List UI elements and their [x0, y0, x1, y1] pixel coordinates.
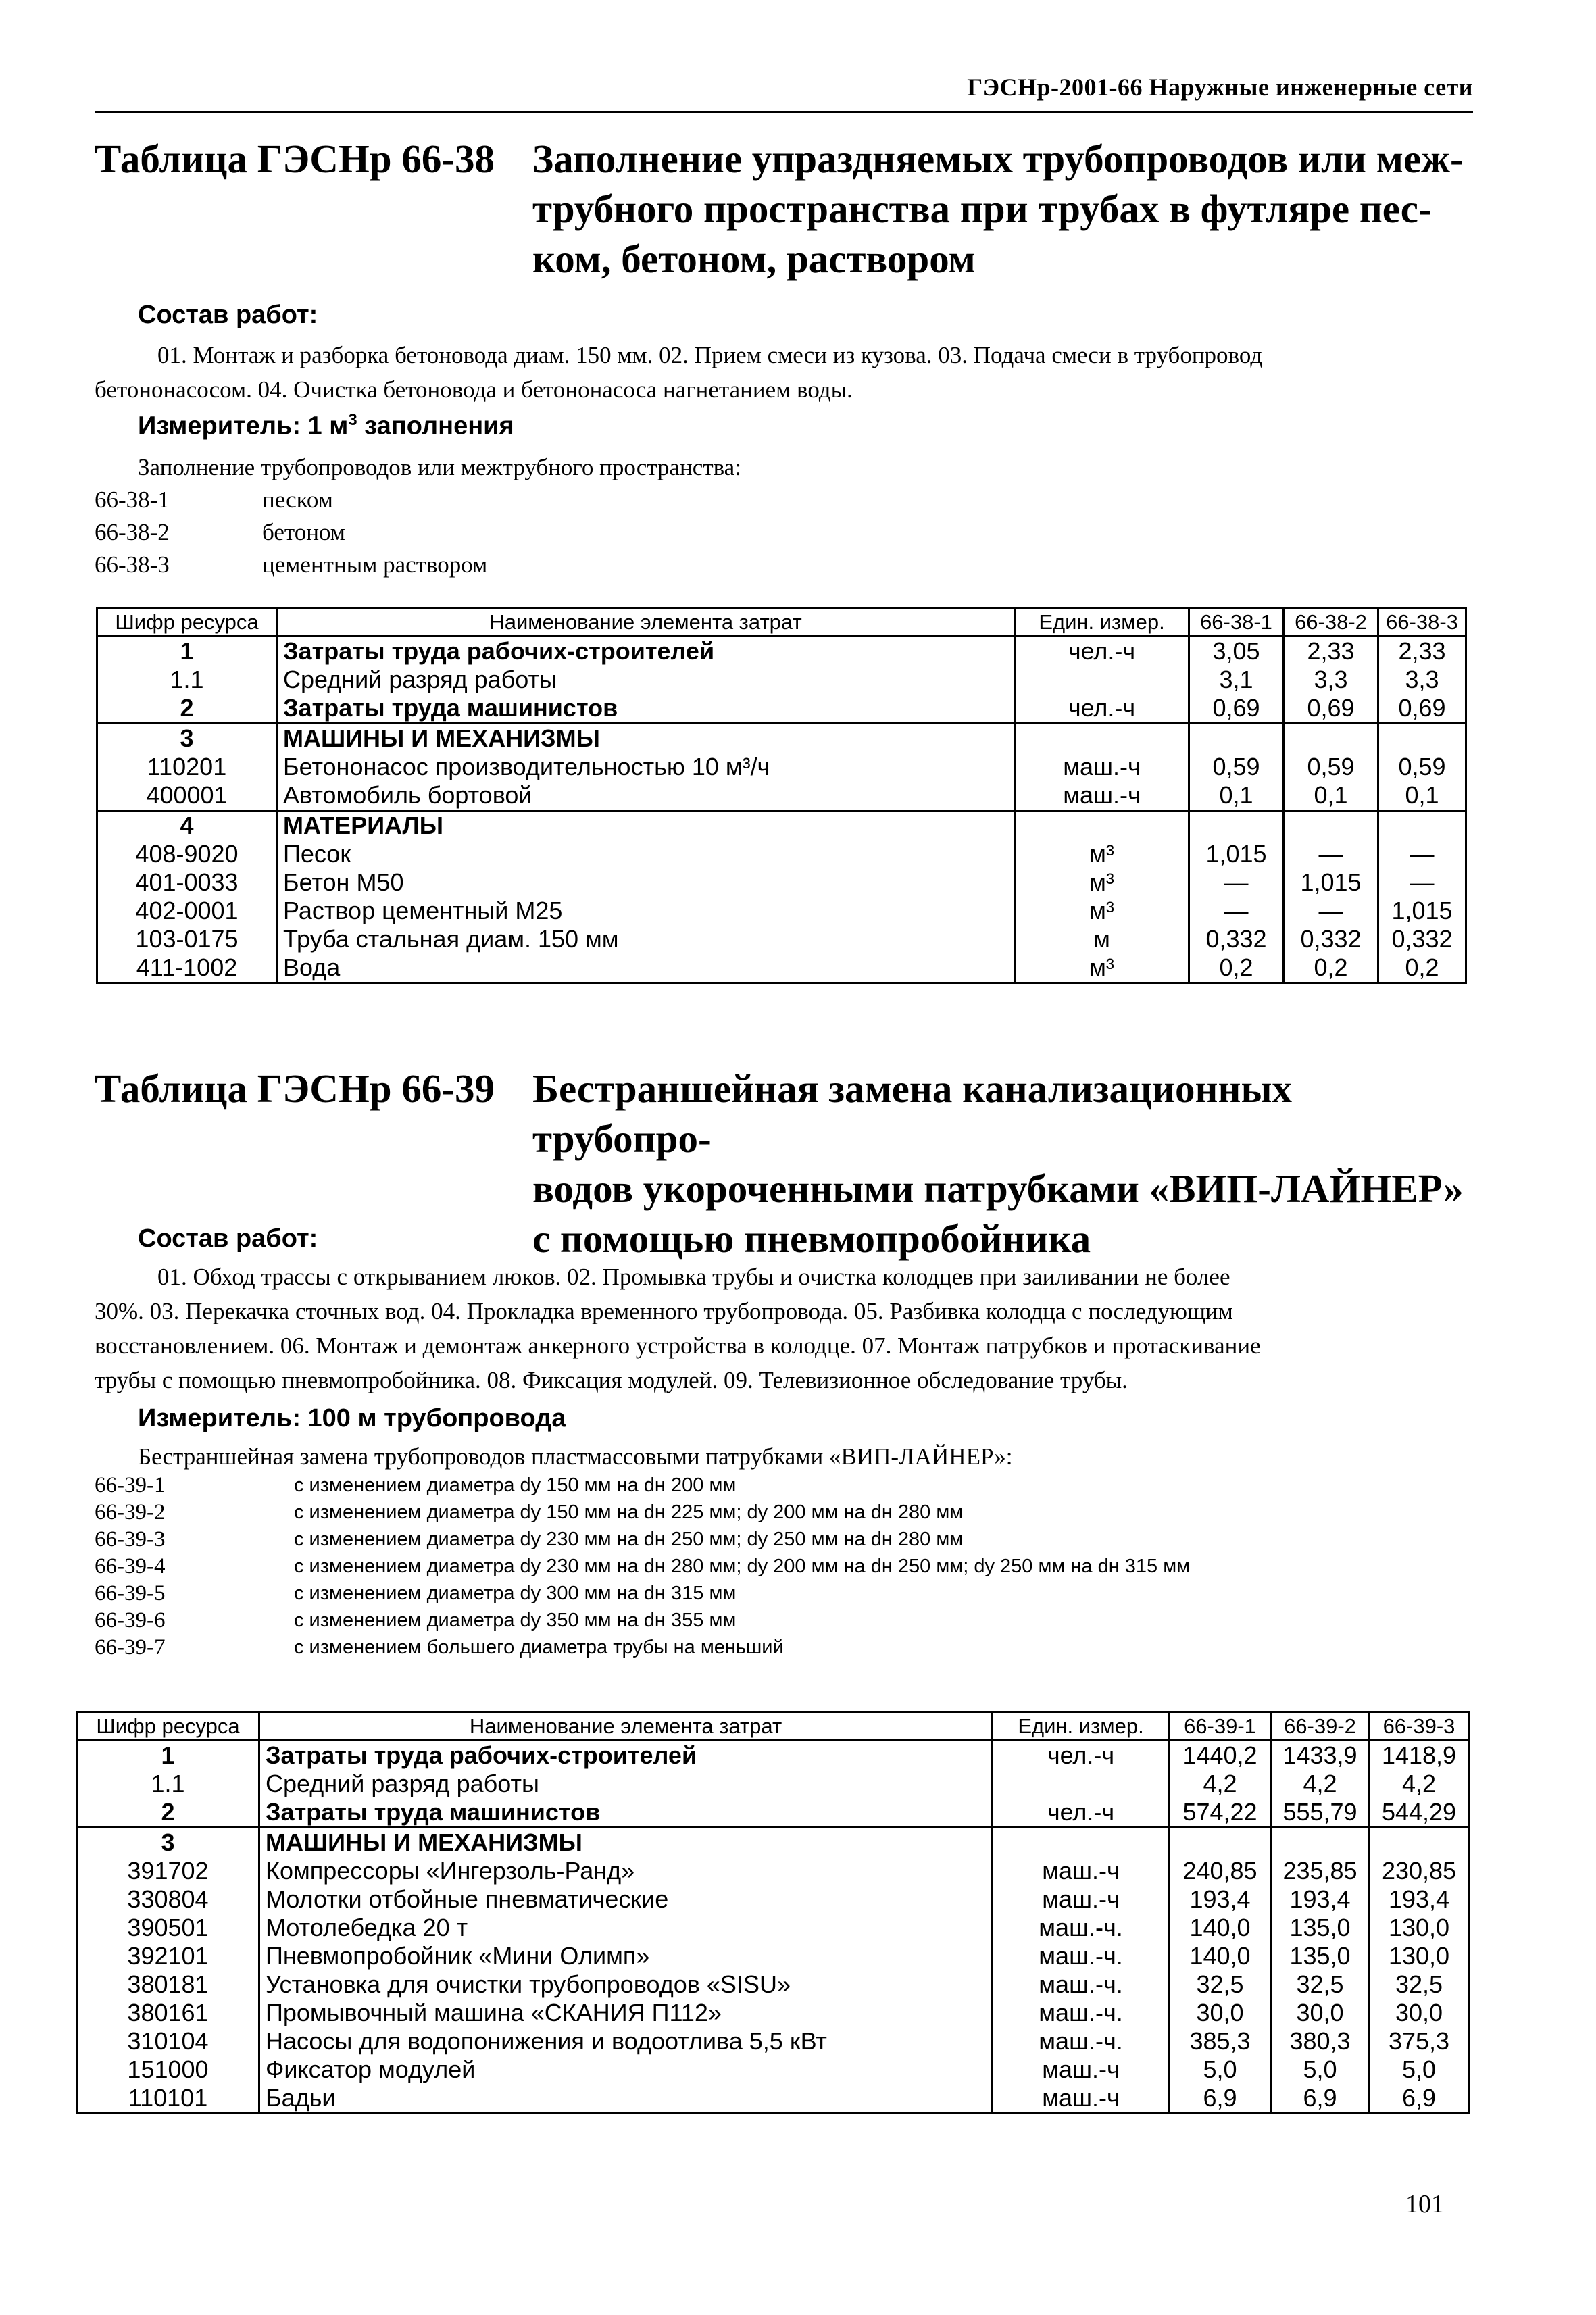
norm-value	[1189, 724, 1284, 753]
unit-of-measure: маш.-ч	[993, 2056, 1170, 2084]
norm-value: —	[1189, 868, 1284, 897]
table-row	[77, 1999, 1469, 2027]
table-66-38-heading	[95, 134, 1473, 296]
unit-of-measure: маш.-ч	[993, 1885, 1170, 1914]
composition-heading: Состав работ:	[138, 1224, 318, 1253]
variant-label: с изменением большего диаметра трубы на меньший	[294, 1637, 784, 1658]
cost-item-name: Установка для очистки трубопроводов «SISU»	[259, 1970, 993, 1999]
resource-code: 1	[77, 1741, 259, 1770]
cost-item-name: Затраты труда рабочих-строителей	[277, 637, 1015, 666]
norm-value: 4,2	[1170, 1770, 1271, 1798]
norm-value: 1433,9	[1271, 1741, 1370, 1770]
unit-of-measure: м³	[1015, 840, 1189, 868]
header-rule	[95, 111, 1473, 113]
cost-item-name: МАТЕРИАЛЫ	[277, 811, 1015, 841]
column-header: 66-39-1	[1170, 1712, 1271, 1741]
cost-item-name: Бадьи	[259, 2084, 993, 2114]
column-header: 66-38-1	[1189, 608, 1284, 637]
composition-line: 01. Монтаж и разборка бетоновода диам. 150 мм. 02. Прием смеси из кузова. 03. Подача смеси в трубопровод	[157, 342, 1263, 368]
table-row	[97, 724, 1466, 753]
norm-value: 6,9	[1170, 2084, 1271, 2114]
norm-value: 6,9	[1370, 2084, 1469, 2114]
unit-of-measure: маш.-ч.	[993, 1999, 1170, 2027]
variant-code: 66-39-2	[95, 1500, 166, 1524]
norm-value	[1170, 1828, 1271, 1858]
resource-code: 2	[97, 694, 277, 724]
norm-value: 385,3	[1170, 2027, 1271, 2056]
resource-code: 391702	[77, 1857, 259, 1885]
variant-row	[95, 1472, 1473, 1499]
resource-code: 392101	[77, 1942, 259, 1970]
unit-of-measure: чел.-ч	[1015, 694, 1189, 724]
resource-code: 2	[77, 1798, 259, 1828]
column-header: Шифр ресурса	[97, 608, 277, 637]
variant-label: с изменением диаметра dy 350 мм на dн 355 мм	[294, 1610, 737, 1631]
variant-row	[95, 1526, 1473, 1553]
variant-row	[95, 1580, 1473, 1607]
cost-item-name: Затраты труда машинистов	[277, 694, 1015, 724]
resource-code: 3	[77, 1828, 259, 1858]
resource-code: 1	[97, 637, 277, 666]
norm-value: —	[1284, 840, 1378, 868]
unit-of-measure: маш.-ч.	[993, 2027, 1170, 2056]
measure-superscript: 3	[348, 411, 357, 429]
norm-value: 555,79	[1271, 1798, 1370, 1828]
variant-label: с изменением диаметра dy 150 мм на dн 225 мм; dy 200 мм на dн 280 мм	[294, 1501, 964, 1523]
resource-code: 103-0175	[97, 925, 277, 953]
variant-code: 66-39-1	[95, 1473, 166, 1497]
composition-text	[95, 338, 1473, 407]
variants-intro: Бестраншейная замена трубопроводов пластмассовыми патрубками «ВИП-ЛАЙНЕР»:	[138, 1443, 1013, 1470]
composition-text	[95, 1260, 1473, 1397]
table-row	[77, 1914, 1469, 1942]
resource-code: 1.1	[77, 1770, 259, 1798]
table-title-line: ком, бетоном, раствором	[532, 237, 976, 281]
resource-code: 390501	[77, 1914, 259, 1942]
norm-value: 0,59	[1189, 753, 1284, 781]
variant-row	[95, 1553, 1473, 1580]
variant-row	[95, 549, 1473, 581]
table-row	[97, 637, 1466, 666]
cost-item-name: Молотки отбойные пневматические	[259, 1885, 993, 1914]
norm-value: 3,3	[1378, 666, 1466, 694]
composition-line: 01. Обход трассы с открыванием люков. 02. Промывка трубы и очистка колодцев при заиливании не более	[157, 1264, 1230, 1290]
composition-heading: Состав работ:	[138, 301, 318, 329]
unit-of-measure	[1015, 811, 1189, 841]
norm-value: 32,5	[1170, 1970, 1271, 1999]
unit-of-measure: маш.-ч	[1015, 781, 1189, 811]
table-body	[97, 637, 1466, 983]
norm-value: 0,2	[1378, 953, 1466, 983]
cost-item-name: Автомобиль бортовой	[277, 781, 1015, 811]
column-header: Един. измер.	[993, 1712, 1170, 1741]
table-row	[77, 1828, 1469, 1858]
table-row	[97, 868, 1466, 897]
resource-code: 330804	[77, 1885, 259, 1914]
resource-code: 310104	[77, 2027, 259, 2056]
unit-of-measure: маш.-ч	[1015, 753, 1189, 781]
norm-value: —	[1378, 840, 1466, 868]
unit-of-measure: чел.-ч	[1015, 637, 1189, 666]
measure-suffix: заполнения	[357, 412, 514, 441]
table-title	[532, 134, 1472, 284]
variant-code: 66-39-3	[95, 1527, 166, 1551]
unit-of-measure: маш.-ч	[993, 1857, 1170, 1885]
cost-item-name: МАШИНЫ И МЕХАНИЗМЫ	[259, 1828, 993, 1858]
variant-code: 66-38-2	[95, 519, 170, 545]
variant-label: с изменением диаметра dy 150 мм на dн 200 мм	[294, 1474, 737, 1496]
measure-unit	[138, 411, 514, 441]
table-row	[77, 1770, 1469, 1798]
cost-item-name: Пневмопробойник «Мини Олимп»	[259, 1942, 993, 1970]
variant-row	[95, 484, 1473, 516]
table-row	[97, 811, 1466, 841]
norm-value: 1,015	[1189, 840, 1284, 868]
norm-value: 544,29	[1370, 1798, 1469, 1828]
norm-value: 2,33	[1284, 637, 1378, 666]
cost-item-name: Затраты труда машинистов	[259, 1798, 993, 1828]
resource-code: 401-0033	[97, 868, 277, 897]
unit-of-measure: маш.-ч.	[993, 1914, 1170, 1942]
variant-list	[95, 484, 1473, 581]
variant-code: 66-39-4	[95, 1554, 166, 1578]
norm-value: 5,0	[1271, 2056, 1370, 2084]
cost-item-name: Затраты труда рабочих-строителей	[259, 1741, 993, 1770]
table-row	[97, 694, 1466, 724]
norm-value: 0,59	[1378, 753, 1466, 781]
resource-table-66-38	[96, 607, 1467, 984]
norm-value: 30,0	[1370, 1999, 1469, 2027]
cost-item-name: Бетон М50	[277, 868, 1015, 897]
norm-value: 4,2	[1271, 1770, 1370, 1798]
cost-item-name: Вода	[277, 953, 1015, 983]
norm-value: 6,9	[1271, 2084, 1370, 2114]
table-title-line: Заполнение упраздняемых трубопроводов или меж-	[532, 136, 1464, 181]
norm-value: 0,2	[1284, 953, 1378, 983]
unit-of-measure: чел.-ч	[993, 1741, 1170, 1770]
variant-code: 66-38-1	[95, 487, 170, 513]
variant-label: цементным раствором	[262, 551, 488, 578]
column-header: 66-39-2	[1271, 1712, 1370, 1741]
variant-row	[95, 1607, 1473, 1634]
resource-code: 110101	[77, 2084, 259, 2114]
norm-value: 240,85	[1170, 1857, 1271, 1885]
resource-code: 3	[97, 724, 277, 753]
resource-code: 400001	[97, 781, 277, 811]
variant-label: бетоном	[262, 519, 345, 545]
column-header: 66-39-3	[1370, 1712, 1469, 1741]
page-number: 101	[1405, 2190, 1444, 2218]
norm-value: 235,85	[1271, 1857, 1370, 1885]
table-row	[97, 953, 1466, 983]
column-header: Шифр ресурса	[77, 1712, 259, 1741]
table-code: Таблица ГЭСНр 66-38	[95, 136, 495, 181]
norm-value: 1,015	[1284, 868, 1378, 897]
table-title-line: трубного пространства при трубах в футляре пес-	[532, 186, 1432, 231]
norm-value: 380,3	[1271, 2027, 1370, 2056]
norm-value: 3,05	[1189, 637, 1284, 666]
norm-value: 1418,9	[1370, 1741, 1469, 1770]
column-header: Наименование элемента затрат	[277, 608, 1015, 637]
table-row	[97, 753, 1466, 781]
norm-value: 32,5	[1271, 1970, 1370, 1999]
norm-value: 0,332	[1378, 925, 1466, 953]
unit-of-measure	[1015, 724, 1189, 753]
measure-prefix: Измеритель: 1 м	[138, 412, 349, 441]
norm-value	[1378, 724, 1466, 753]
resource-code: 411-1002	[97, 953, 277, 983]
table-row	[77, 2084, 1469, 2114]
norm-value: 193,4	[1170, 1885, 1271, 1914]
unit-of-measure: м³	[1015, 868, 1189, 897]
table-header-row	[77, 1712, 1469, 1741]
norm-value: 1,015	[1378, 897, 1466, 925]
norm-value	[1189, 811, 1284, 841]
table-row	[77, 1942, 1469, 1970]
norm-value: 140,0	[1170, 1914, 1271, 1942]
norm-value: 3,1	[1189, 666, 1284, 694]
table-header-row	[97, 608, 1466, 637]
norm-value: 0,1	[1378, 781, 1466, 811]
norm-value	[1284, 724, 1378, 753]
norm-value: 135,0	[1271, 1914, 1370, 1942]
variant-label: с изменением диаметра dy 230 мм на dн 250 мм; dy 250 мм на dн 280 мм	[294, 1528, 964, 1550]
norm-value: 130,0	[1370, 1942, 1469, 1970]
resource-code: 4	[97, 811, 277, 841]
cost-item-name: Средний разряд работы	[277, 666, 1015, 694]
table-title-line: Бестраншейная замена канализационных трубопро-	[532, 1066, 1293, 1161]
unit-of-measure: маш.-ч.	[993, 1970, 1170, 1999]
table-row	[97, 781, 1466, 811]
table-row	[77, 1970, 1469, 1999]
norm-value: 230,85	[1370, 1857, 1469, 1885]
composition-line: трубы с помощью пневмопробойника. 08. Фиксация модулей. 09. Телевизионное обследование трубы.	[95, 1367, 1128, 1393]
resource-code: 1.1	[97, 666, 277, 694]
resource-code: 110201	[97, 753, 277, 781]
norm-value: 375,3	[1370, 2027, 1469, 2056]
variants-intro: Заполнение трубопроводов или межтрубного пространства:	[138, 454, 741, 480]
table-row	[77, 1798, 1469, 1828]
norm-value: 0,69	[1189, 694, 1284, 724]
table-body	[77, 1741, 1469, 2114]
unit-of-measure: м	[1015, 925, 1189, 953]
norm-value: 3,3	[1284, 666, 1378, 694]
table-title	[532, 1064, 1472, 1264]
variant-row	[95, 1634, 1473, 1661]
norm-value: 130,0	[1370, 1914, 1469, 1942]
composition-line: 30%. 03. Перекачка сточных вод. 04. Прокладка временного трубопровода. 05. Разбивка колодца с последующим	[95, 1298, 1233, 1324]
unit-of-measure: м³	[1015, 953, 1189, 983]
norm-value: 1440,2	[1170, 1741, 1271, 1770]
cost-item-name: Раствор цементный М25	[277, 897, 1015, 925]
norm-value: 140,0	[1170, 1942, 1271, 1970]
norm-value: 2,33	[1378, 637, 1466, 666]
variant-code: 66-39-6	[95, 1608, 166, 1633]
cost-item-name: Средний разряд работы	[259, 1770, 993, 1798]
unit-of-measure: м³	[1015, 897, 1189, 925]
norm-value: —	[1189, 897, 1284, 925]
unit-of-measure	[1015, 666, 1189, 694]
unit-of-measure: маш.-ч.	[993, 1942, 1170, 1970]
norm-value: 5,0	[1170, 2056, 1271, 2084]
unit-of-measure	[993, 1770, 1170, 1798]
column-header: 66-38-2	[1284, 608, 1378, 637]
variant-row	[95, 1499, 1473, 1526]
norm-value: 32,5	[1370, 1970, 1469, 1999]
composition-line: бетононасосом. 04. Очистка бетоновода и бетононасоса нагнетанием воды.	[95, 376, 853, 403]
norm-value: 0,59	[1284, 753, 1378, 781]
norm-value: 574,22	[1170, 1798, 1271, 1828]
cost-item-name: Насосы для водопонижения и водоотлива 5,5 кВт	[259, 2027, 993, 2056]
norm-value: 135,0	[1271, 1942, 1370, 1970]
table-row	[77, 1857, 1469, 1885]
composition-line: восстановлением. 06. Монтаж и демонтаж анкерного устройства в колодце. 07. Монтаж патрубков и протаскивание	[95, 1333, 1261, 1359]
cost-item-name: Песок	[277, 840, 1015, 868]
table-row	[77, 1885, 1469, 1914]
variant-label: с изменением диаметра dy 230 мм на dн 280 мм; dy 200 мм на dн 250 мм; dy 250 мм на dн 315 мм	[294, 1555, 1191, 1577]
norm-value: 0,69	[1284, 694, 1378, 724]
variant-code: 66-39-5	[95, 1581, 166, 1605]
norm-value: 0,332	[1189, 925, 1284, 953]
table-title-line: водов укороченными патрубками «ВИП-ЛАЙНЕР»	[532, 1166, 1464, 1211]
norm-value: 193,4	[1271, 1885, 1370, 1914]
variant-code: 66-39-7	[95, 1635, 166, 1660]
table-row	[97, 897, 1466, 925]
column-header: 66-38-3	[1378, 608, 1466, 637]
variant-row	[95, 516, 1473, 549]
norm-value: 0,1	[1189, 781, 1284, 811]
resource-code: 380161	[77, 1999, 259, 2027]
variant-list	[95, 1472, 1473, 1661]
resource-table-66-39	[76, 1711, 1470, 2114]
norm-value: —	[1284, 897, 1378, 925]
table-row	[97, 840, 1466, 868]
norm-value: 0,2	[1189, 953, 1284, 983]
norm-value: 30,0	[1271, 1999, 1370, 2027]
norm-value: 0,69	[1378, 694, 1466, 724]
norm-value	[1271, 1828, 1370, 1858]
cost-item-name: МАШИНЫ И МЕХАНИЗМЫ	[277, 724, 1015, 753]
norm-value	[1378, 811, 1466, 841]
norm-value	[1370, 1828, 1469, 1858]
norm-value: 0,1	[1284, 781, 1378, 811]
unit-of-measure: чел.-ч	[993, 1798, 1170, 1828]
resource-code: 402-0001	[97, 897, 277, 925]
table-code: Таблица ГЭСНр 66-39	[95, 1066, 495, 1111]
cost-item-name: Фиксатор модулей	[259, 2056, 993, 2084]
cost-item-name: Компрессоры «Ингерзоль-Ранд»	[259, 1857, 993, 1885]
norm-value: 4,2	[1370, 1770, 1469, 1798]
cost-item-name: Бетононасос производительностью 10 м³/ч	[277, 753, 1015, 781]
norm-value: 0,332	[1284, 925, 1378, 953]
running-header: ГЭСНр-2001-66 Наружные инженерные сети	[967, 74, 1473, 101]
resource-code: 151000	[77, 2056, 259, 2084]
unit-of-measure	[993, 1828, 1170, 1858]
resource-code: 380181	[77, 1970, 259, 1999]
table-row	[97, 666, 1466, 694]
table-title-line: с помощью пневмопробойника	[532, 1216, 1091, 1261]
cost-item-name: Труба стальная диам. 150 мм	[277, 925, 1015, 953]
table-row	[77, 1741, 1469, 1770]
variant-label: песком	[262, 487, 333, 513]
variant-label: с изменением диаметра dy 300 мм на dн 315 мм	[294, 1583, 737, 1604]
variant-code: 66-38-3	[95, 551, 170, 578]
norm-value: —	[1378, 868, 1466, 897]
norm-value	[1284, 811, 1378, 841]
measure-unit: Измеритель: 100 м трубопровода	[138, 1404, 566, 1433]
cost-item-name: Промывочный машина «СКАНИЯ П112»	[259, 1999, 993, 2027]
table-row	[97, 925, 1466, 953]
unit-of-measure: маш.-ч	[993, 2084, 1170, 2114]
column-header: Един. измер.	[1015, 608, 1189, 637]
column-header: Наименование элемента затрат	[259, 1712, 993, 1741]
table-row	[77, 2027, 1469, 2056]
cost-item-name: Мотолебедка 20 т	[259, 1914, 993, 1942]
norm-value: 5,0	[1370, 2056, 1469, 2084]
table-row	[77, 2056, 1469, 2084]
norm-value: 30,0	[1170, 1999, 1271, 2027]
norm-value: 193,4	[1370, 1885, 1469, 1914]
resource-code: 408-9020	[97, 840, 277, 868]
